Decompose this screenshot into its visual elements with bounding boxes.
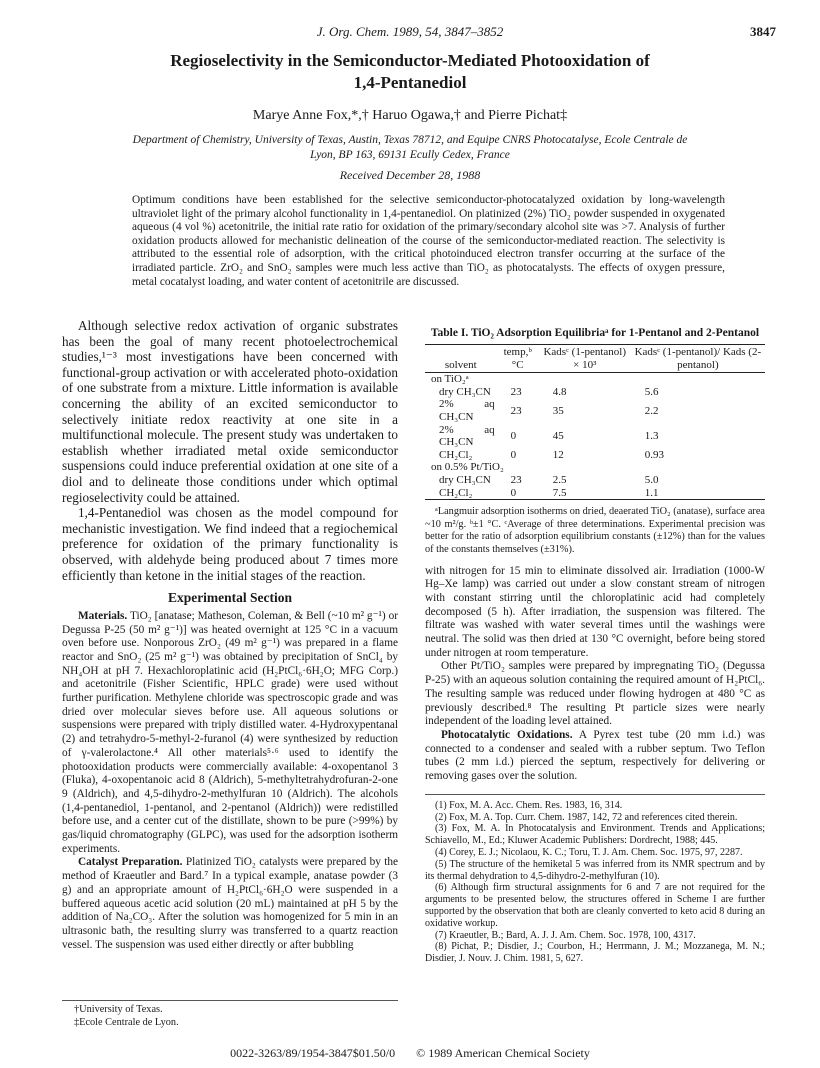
pt-tio2-paragraph: Other Pt/TiO₂ samples were prepared by impregnating TiO₂ (Degussa P-25) with an aqueous solution containing the required amount of H₂PtCl₆. The resulting sample was reduced under flowing hydrogen at 480 °C as previously described.⁸ The resulting Pt particle sizes were nearly independent of the loading level attained. — [425, 660, 765, 728]
header-kads: Kadsᶜ (1-pentanol) × 10³ — [543, 346, 627, 371]
table-row: CH₂Cl₂ 0 12 0.93 — [439, 448, 665, 461]
table-row: 2% aq CH₃CN 0 45 1.3 — [439, 423, 659, 449]
abstract: Optimum conditions have been established for the selective semiconductor-photocatalyzed oxidation by long-wavelength ultraviolet light of the primary alcohol functionality in 1,4-pentanediol. On platinized (2%) TiO₂ powder suspended in oxygenated aqueous (4 vol %) acetonitrile, the initial rate ratio for oxidation of the primary/secondary alcohol site was >7. Analysis of further oxidation products allowed for mechanistic delineation of the course of the semiconductor-mediated reaction. The selectivity is attributed to the essential role of adsorption, with the critical photoinduced electron transfer occurring at the surface of the irradiated particle. ZrO₂ and SnO₂ samples were much less active than TiO₂ as photocatalysts. The effects of oxygen pressure, metal cocatalyst loading, and water content of acetonitrile are discussed. — [132, 194, 725, 288]
materials-text: TiO₂ [anatase; Matheson, Coleman, & Bell (~10 m² g⁻¹) or Degussa P-25 (50 m² g⁻¹)] was heated overnight at 125 °C in a vacuum oven before use. Nonporous ZrO₂ (49 m² g⁻¹) was prepared in a flame reactor and SnO₂ (25 m² g⁻¹) was obtained by precipitation of SnCl₄ by NH₄OH at pH 7. Hexachloroplatinic acid (H₂PtCl₆·6H₂O; MFG Corp.) and acetonitrile (Fisher Scientific, HPLC grade) were used without further purification. Methylene chloride was spectroscopic grade and was dried over molecular sieves before use. All aqueous solutions or suspensions were prepared with triply distilled water. 4-Hydroxypentanal (2) and tetrahydro-5-methyl-2-furanol (4) were synthesized by reduction of γ-valerolactone.⁴ All other materials⁵·⁶ used to identify the photooxidation products were commercially available: 4-oxopentanol 3 (Fluka), 4-oxopentanoic acid 8 (Aldrich), 5-methyltetrahydrofuran-2-one 9 (Aldrich), and 4,5-dihydro-2-methylfuran 10 (Aldrich). The alcohols (1,4-pentanediol, 1-pentanol, and 2-pentanol (Aldrich)) were redistilled before use, and a center cut of the distillate, shown to be pure (>99%) by gas/liquid chromatography (GLPC), was used for the adsorption isotherm experiments. — [62, 609, 398, 855]
page-footer — [0, 1046, 820, 1061]
title-line-2: 1,4-Pentanediol — [353, 73, 467, 92]
catalyst-paragraph — [62, 856, 398, 952]
article-title — [60, 50, 760, 94]
left-column — [62, 318, 398, 952]
reference-item: (2) Fox, M. A. Top. Curr. Chem. 1987, 142, 72 and references cited therein. — [435, 811, 738, 823]
photocatalytic-paragraph — [425, 729, 765, 784]
affiliation-footnotes — [62, 1000, 398, 1029]
table-row: CH₂Cl₂ 0 7.5 1.1 — [425, 487, 765, 500]
table-row: 2% aq CH₃CN 23 35 2.2 — [439, 398, 659, 423]
reference-item: (6) Although firm structural assignments for 6 and 7 are not required for the arguments to be presented below, the structures offered in Scheme I are further supported by the observation that both are cleanly converted to keto acid 8 during an oxidative workup. — [425, 882, 765, 929]
reference-item: (4) Corey, E. J.; Nicolaou, K. C.; Toru, T. J. Am. Chem. Soc. 1975, 97, 2287. — [435, 846, 743, 858]
right-body — [425, 565, 765, 784]
materials-paragraph — [62, 610, 398, 857]
section-heading: Experimental Section — [167, 590, 293, 606]
catalyst-heading: Catalyst Preparation. — [78, 856, 183, 869]
header-temp: temp,ᵇ °C — [503, 346, 532, 371]
footnote: ‡Ecole Centrale de Lyon. — [74, 1016, 179, 1028]
affiliation: Department of Chemistry, University of Texas, Austin, Texas 78712, and Equipe CNRS Photocatalyse, Ecole Centrale de Lyon, BP 163, 69131 Ecully Cedex, France — [132, 134, 688, 161]
photocatalytic-text: A Pyrex test tube (20 mm i.d.) was connected to a condenser and sealed with a rubber septum. Two Teflon tubes (2 mm i.d.) pierced the septum, respectively for delivering or removing gases over the solution. — [425, 728, 765, 783]
running-head — [40, 24, 780, 40]
author-list: Marye Anne Fox,*,† Haruo Ogawa,† and Pierre Pichat‡ — [252, 108, 568, 123]
article-code: 0022-3263/89/1954-3847$01.50/0 — [230, 1046, 396, 1060]
reference-item: (8) Pichat, P.; Disdier, J.; Courbon, H.; Herrmann, J. M.; Mozzanega, M. N.; Disdier, J. Nouv. J. Chim. 1981, 5, 627. — [425, 941, 765, 965]
header-solvent: solvent — [444, 358, 477, 371]
photocatalytic-heading: Photocatalytic Oxidations. — [441, 728, 573, 741]
table-caption: Table I. TiO₂ Adsorption Equilibriaᵃ for 1-Pentanol and 2-Pentanol — [430, 327, 760, 339]
introduction — [62, 318, 398, 583]
table-footnote: ᵃLangmuir adsorption isotherms on dried, deaerated TiO₂ (anatase), surface area ~10 m²/g. ᵇ±1 °C. ᶜAverage of three determinations. Experimental precision was better for the ratio of adsorption equilibrium constants (±12%) than for the values of the constants themselves (±31%). — [425, 506, 765, 555]
right-column — [425, 326, 765, 965]
journal-citation: J. Org. Chem. 1989, 54, 3847–3852 — [316, 24, 504, 39]
intro-paragraph-2: 1,4-Pentanediol was chosen as the model compound for mechanistic investigation. We find indeed that a regiochemical preference for oxidation of the primary functionality is observed, with aldehyde being produced about 7 times more efficiently than ketone in the initial stages of the reaction. — [62, 505, 398, 583]
page-number: 3847 — [750, 24, 776, 39]
adsorption-table — [425, 344, 765, 500]
copyright: © 1989 American Chemical Society — [416, 1046, 590, 1060]
table-row: dry CH₃CN 23 4.8 5.6 — [439, 385, 659, 398]
continued-paragraph: with nitrogen for 15 min to eliminate dissolved air. Irradiation (1000-W Hg–Xe lamp) was carried out under a slow constant stream of nitrogen with constant stirring until the chloroplatinic acid had completely decomposed (5 h). After irradiation, the suspension was filtered. The filtrate was washed with water several times until the washings were neutral. The solid was then dried at 130 °C overnight, before being stored under nitrogen at room temperature. — [425, 564, 765, 659]
received-date: Received December 28, 1988 — [339, 168, 481, 182]
materials-heading: Materials. — [78, 609, 128, 622]
group-label: on 0.5% Pt/TiO₂ — [431, 461, 504, 474]
catalyst-text: Platinized TiO₂ catalysts were prepared by the method of Kraeutler and Bard.⁷ In a typical example, anatase powder (3 g) and an appropriate amount of H₂PtCl₆·6H₂O were suspended in a buffered aqueous acetic acid solution (20 mL) maintained at pH 5 by the addition of Na₂CO₃. After the solution was homogenized for 5 min in an ultrasonic bath, the resulting slurry was transferred to a quartz reaction vessel. The suspension was used either directly or after bubbling — [62, 856, 399, 951]
references — [425, 794, 765, 965]
reference-item: (5) The structure of the hemiketal 5 was inferred from its NMR spectrum and by its thermal dehydration to 4,5-dihydro-2-methylfuran (10). — [425, 858, 765, 882]
reference-item: (3) Fox, M. A. In Photocatalysis and Environment. Trends and Applications; Schiavello, M., Ed.; Kluwer Academic Publishers: Dordrecht, 1988; 445. — [425, 823, 765, 847]
table-row: dry CH₃CN 23 2.5 5.0 — [439, 473, 659, 486]
footnote: †University of Texas. — [74, 1004, 163, 1015]
header-ratio: Kadsᶜ (1-pentanol)/ Kads (2-pentanol) — [634, 346, 762, 371]
intro-paragraph-1: Although selective redox activation of organic substrates has been the goal of many recent photoelectrochemical studies,¹⁻³ most investigations have been concerned with functional-group activation or with accelerated photo-oxidation of one substrate from a mixture. Little information is available concerning the ability of an excited semiconductor to selectively initiate redox reactivity at one site in a multifunctional molecule. The present study was undertaken to establish whether irradiated metal oxide semiconductor suspensions could induce preferential oxidation at one site of a diol and to delineate those conditions under which optimal regioselectivity could be attained. — [62, 318, 398, 505]
group-label: on TiO₂ᵃ — [431, 373, 469, 386]
title-line-1: Regioselectivity in the Semiconductor-Mediated Photooxidation of — [170, 51, 650, 70]
reference-item: (1) Fox, M. A. Acc. Chem. Res. 1983, 16, 314. — [435, 799, 623, 811]
reference-item: (7) Kraeutler, B.; Bard, A. J. J. Am. Chem. Soc. 1978, 100, 4317. — [435, 929, 696, 941]
